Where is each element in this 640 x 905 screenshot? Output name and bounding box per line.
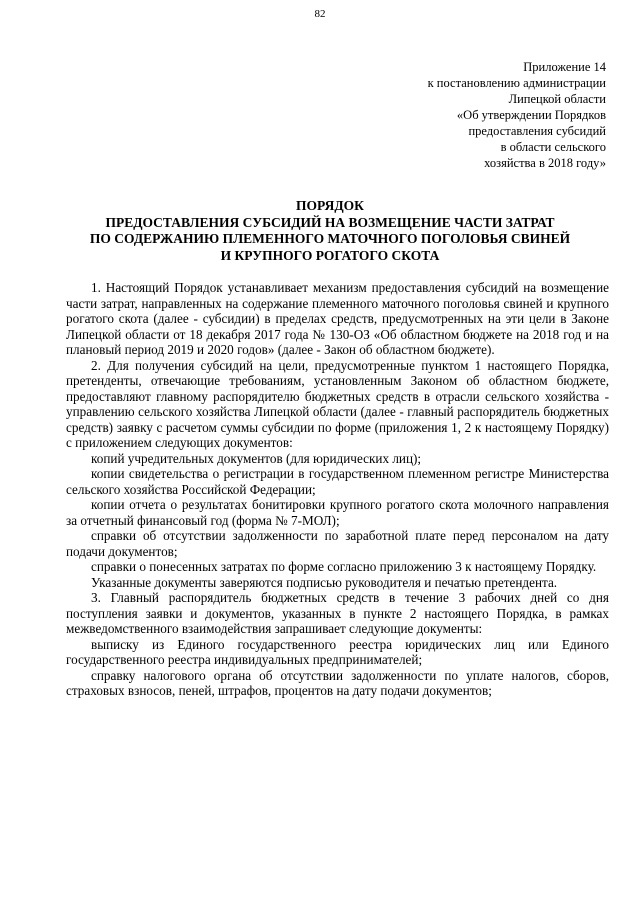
appendix-line: Приложение 14: [523, 60, 606, 74]
paragraph-2: 2. Для получения субсидий на цели, предусмотренные пунктом 1 настоящего Порядка, претенденты, отвечающие требованиям, установленным Законом об областном бюджете, предоставляют главному распорядителю бюджетных средств в отрасли сельского хозяйства - управлению сельского хозяйства Липецкой области (далее - главный распорядитель бюджетных средств) заявку с расчетом суммы субсидии по форме (приложения 1, 2 к настоящему Порядку) с приложением следующих документов:: [66, 357, 609, 450]
document-title: [40, 198, 620, 264]
list-item: копий учредительных документов (для юридических лиц);: [91, 450, 422, 466]
paragraph-note: Указанные документы заверяются подписью руководителя и печатью претендента.: [91, 574, 558, 590]
page-number: 82: [314, 8, 326, 20]
title-line: ПО СОДЕРЖАНИЮ ПЛЕМЕННОГО МАТОЧНОГО ПОГОЛОВЬЯ СВИНЕЙ: [89, 231, 571, 246]
title-line: ПОРЯДОК: [296, 198, 364, 213]
list-item: справки об отсутствии задолженности по заработной плате перед персоналом на дату подачи документов;: [66, 528, 609, 559]
list-item: справки о понесенных затратах по форме согласно приложению 3 к настоящему Порядку.: [91, 559, 597, 574]
appendix-line: «Об утверждении Порядков: [456, 108, 606, 122]
appendix-note: [428, 59, 606, 171]
appendix-line: в области сельского: [500, 140, 606, 154]
list-item: справку налогового органа об отсутствии задолженности по уплате налогов, сборов, страховых взносов, пеней, штрафов, процентов на дату подачи документов;: [66, 667, 609, 698]
appendix-line: хозяйства в 2018 году»: [484, 156, 606, 170]
list-item: копии свидетельства о регистрации в государственном племенном регистре Министерства сельского хозяйства Российской Федерации;: [66, 466, 609, 497]
list-item: копии отчета о результатах бонитировки крупного рогатого скота молочного направления за отчетный финансовый год (форма № 7-МОЛ);: [66, 497, 609, 528]
paragraph-1: 1. Настоящий Порядок устанавливает механизм предоставления субсидий на возмещение части затрат, направленных на содержание племенного маточного поголовья свиней и крупного рогатого скота (далее - субсидии) в пределах средств, предусмотренных на эти цели в Законе Липецкой области от 18 декабря 2017 года № 130-ОЗ «Об областном бюджете на 2018 год и на плановый период 2019 и 2020 годов» (далее - Закон об областном бюджете).: [66, 280, 609, 357]
title-line: И КРУПНОГО РОГАТОГО СКОТА: [220, 247, 440, 263]
appendix-line: к постановлению администрации: [427, 76, 606, 90]
title-line: ПРЕДОСТАВЛЕНИЯ СУБСИДИЙ НА ВОЗМЕЩЕНИЕ ЧАСТИ ЗАТРАТ: [105, 214, 555, 230]
appendix-line: Липецкой области: [508, 92, 606, 106]
list-item: выписку из Единого государственного реестра юридических лиц или Единого государственного реестра индивидуальных предпринимателей;: [66, 636, 609, 667]
appendix-line: предоставления субсидий: [468, 124, 606, 138]
paragraph-3: 3. Главный распорядитель бюджетных средств в течение 3 рабочих дней со дня поступления заявки и документов, указанных в пункте 2 настоящего Порядка, в рамках межведомственного взаимодействия запрашивает следующие документы:: [66, 590, 609, 636]
document-body: [66, 280, 609, 699]
